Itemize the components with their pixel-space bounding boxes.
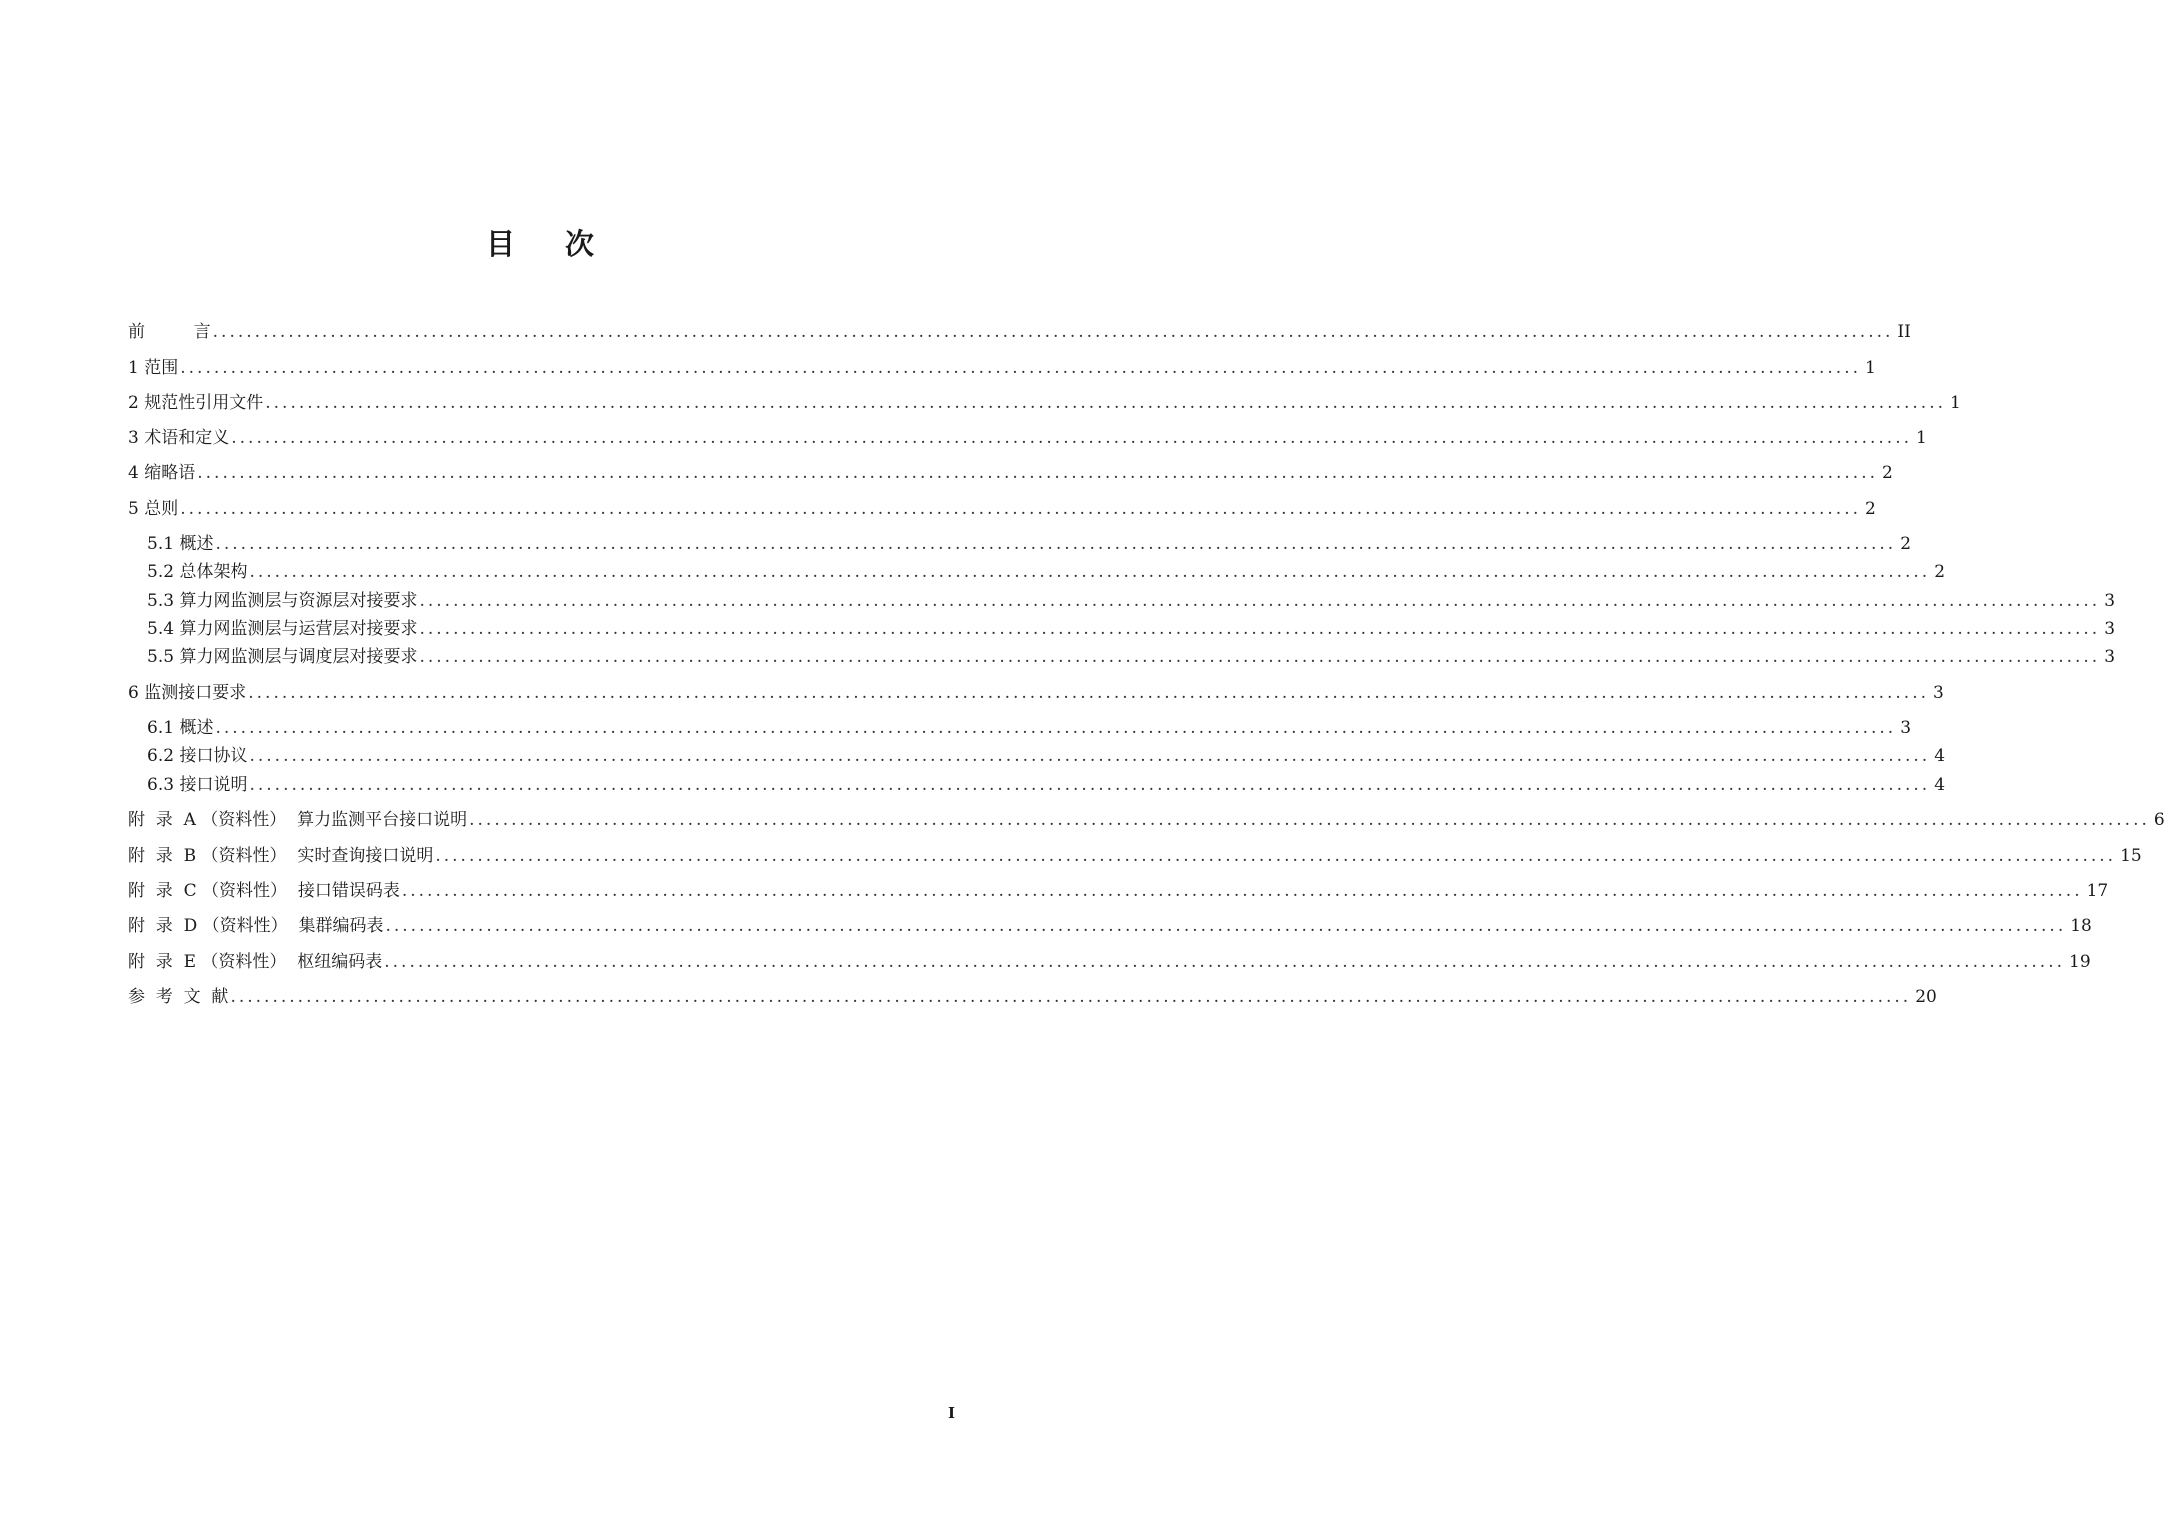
toc-entry-label: 附 录 A （资料性） 算力监测平台接口说明 [128, 810, 468, 830]
toc-entry-page: 2 [1900, 534, 1912, 554]
toc-entry-label: 6.2 接口协议 [147, 746, 248, 766]
toc-entry-5-2[interactable] [147, 559, 1946, 585]
toc-entry-label: 1 范围 [128, 358, 179, 378]
toc-leader-dots: ........................................................................................................................................................................................................ [180, 358, 1861, 378]
toc-leader-dots: ........................................................................................................................................................................................................ [248, 683, 1929, 703]
toc-leader-dots: ........................................................................................................................................................................................................ [230, 987, 1912, 1007]
toc-entry-label: 5.5 算力网监测层与调度层对接要求 [147, 647, 418, 667]
toc-entry-label: 附 录 B （资料性） 实时查询接口说明 [128, 846, 434, 866]
toc-entry-6-2[interactable] [147, 743, 1946, 769]
toc-entry-6-1[interactable] [147, 715, 1912, 741]
toc-leader-dots: ........................................................................................................................................................................................................ [469, 810, 2150, 830]
toc-entry-page: 1 [1950, 393, 1961, 413]
toc-entry-page: 2 [1865, 499, 1876, 519]
toc-entry-page: 3 [2104, 591, 2116, 611]
toc-entry-label: 附 录 C （资料性） 接口错误码表 [128, 881, 400, 901]
page-number: I [948, 1404, 956, 1422]
toc-entry-label: 5.4 算力网监测层与运营层对接要求 [147, 619, 418, 639]
toc-entry-label: 5 总则 [128, 499, 179, 519]
toc-entry-label: 6.3 接口说明 [147, 775, 248, 795]
toc-leader-dots: ........................................................................................................................................................................................................ [385, 916, 2067, 936]
toc-entry-page: 1 [1916, 428, 1927, 448]
toc-entry-4[interactable] [128, 460, 1893, 486]
toc-entry-label: 6.1 概述 [147, 718, 214, 738]
toc-entry-label: 2 规范性引用文件 [128, 393, 264, 413]
toc-entry-page: 4 [1934, 746, 1946, 766]
toc-title-char-2: 次 [565, 227, 595, 261]
toc-leader-dots: ........................................................................................................................................................................................................ [419, 647, 2101, 667]
toc-title-char-1: 目 [485, 227, 515, 261]
toc-entry-appendix-d[interactable] [128, 913, 2092, 939]
toc-entry-page: 2 [1882, 463, 1893, 483]
toc-entry-page: 6 [2153, 810, 2165, 830]
toc-entry-label: 附 录 D （资料性） 集群编码表 [128, 916, 384, 936]
toc-entry-appendix-b[interactable] [128, 843, 2142, 869]
toc-leader-dots: ........................................................................................................................................................................................................ [249, 775, 1931, 795]
toc-entry-page: 4 [1934, 775, 1946, 795]
toc-entry-preface[interactable] [128, 319, 1911, 345]
toc-leader-dots: ........................................................................................................................................................................................................ [419, 619, 2101, 639]
toc-entry-page: 1 [1865, 358, 1876, 378]
toc-leader-dots: ........................................................................................................................................................................................................ [215, 718, 1897, 738]
toc-leader-dots: ........................................................................................................................................................................................................ [215, 534, 1897, 554]
toc-entry-label: 5.2 总体架构 [147, 562, 248, 582]
toc-entry-page: 3 [1933, 683, 1944, 703]
toc-entry-6-3[interactable] [147, 772, 1946, 798]
toc-entry-5-3[interactable] [147, 588, 2116, 614]
toc-entry-label: 6 监测接口要求 [128, 683, 247, 703]
toc-entry-5-4[interactable] [147, 616, 2116, 642]
toc-leader-dots: ........................................................................................................................................................................................................ [180, 499, 1861, 519]
toc-entry-label: 5.1 概述 [147, 534, 214, 554]
toc-leader-dots: ........................................................................................................................................................................................................ [197, 463, 1878, 483]
toc-leader-dots: ........................................................................................................................................................................................................ [265, 393, 1946, 413]
toc-entry-2[interactable] [128, 390, 1961, 416]
toc-entry-label: 前 言 [128, 322, 211, 342]
toc-entry-page: 2 [1934, 562, 1946, 582]
toc-entry-page: 17 [2086, 881, 2109, 901]
toc-entry-page: 18 [2070, 916, 2092, 936]
toc-entry-5-5[interactable] [147, 644, 2116, 670]
toc-entry-label: 参 考 文 献 [128, 987, 229, 1007]
toc-entry-5[interactable] [128, 496, 1876, 522]
toc-entry-label: 4 缩略语 [128, 463, 196, 483]
toc-entry-1[interactable] [128, 355, 1876, 381]
toc-entry-appendix-e[interactable] [128, 949, 2091, 975]
toc-entry-label: 5.3 算力网监测层与资源层对接要求 [147, 591, 418, 611]
toc-entry-3[interactable] [128, 425, 1927, 451]
toc-leader-dots: ........................................................................................................................................................................................................ [249, 562, 1931, 582]
toc-entry-5-1[interactable] [147, 531, 1912, 557]
toc-entry-page: 3 [1900, 718, 1912, 738]
toc-entry-appendix-c[interactable] [128, 878, 2109, 904]
toc-leader-dots: ........................................................................................................................................................................................................ [249, 746, 1931, 766]
toc-entry-appendix-a[interactable] [128, 807, 2165, 833]
toc-entry-6[interactable] [128, 680, 1944, 706]
toc-entry-label: 3 术语和定义 [128, 428, 230, 448]
toc-leader-dots: ........................................................................................................................................................................................................ [401, 881, 2083, 901]
toc-entry-label: 附 录 E （资料性） 枢纽编码表 [128, 952, 383, 972]
toc-entry-references[interactable] [128, 984, 1937, 1010]
toc-entry-page: 3 [2104, 619, 2116, 639]
toc-entry-page: 20 [1915, 987, 1937, 1007]
toc-entry-page: II [1897, 322, 1911, 342]
toc-leader-dots: ........................................................................................................................................................................................................ [231, 428, 1912, 448]
toc-entry-page: 15 [2120, 846, 2142, 866]
toc-leader-dots: ........................................................................................................................................................................................................ [419, 591, 2101, 611]
toc-leader-dots: ........................................................................................................................................................................................................ [384, 952, 2066, 972]
toc-leader-dots: ........................................................................................................................................................................................................ [212, 322, 1894, 342]
toc-entry-page: 19 [2069, 952, 2091, 972]
toc-entry-page: 3 [2104, 647, 2116, 667]
toc-leader-dots: ........................................................................................................................................................................................................ [435, 846, 2117, 866]
